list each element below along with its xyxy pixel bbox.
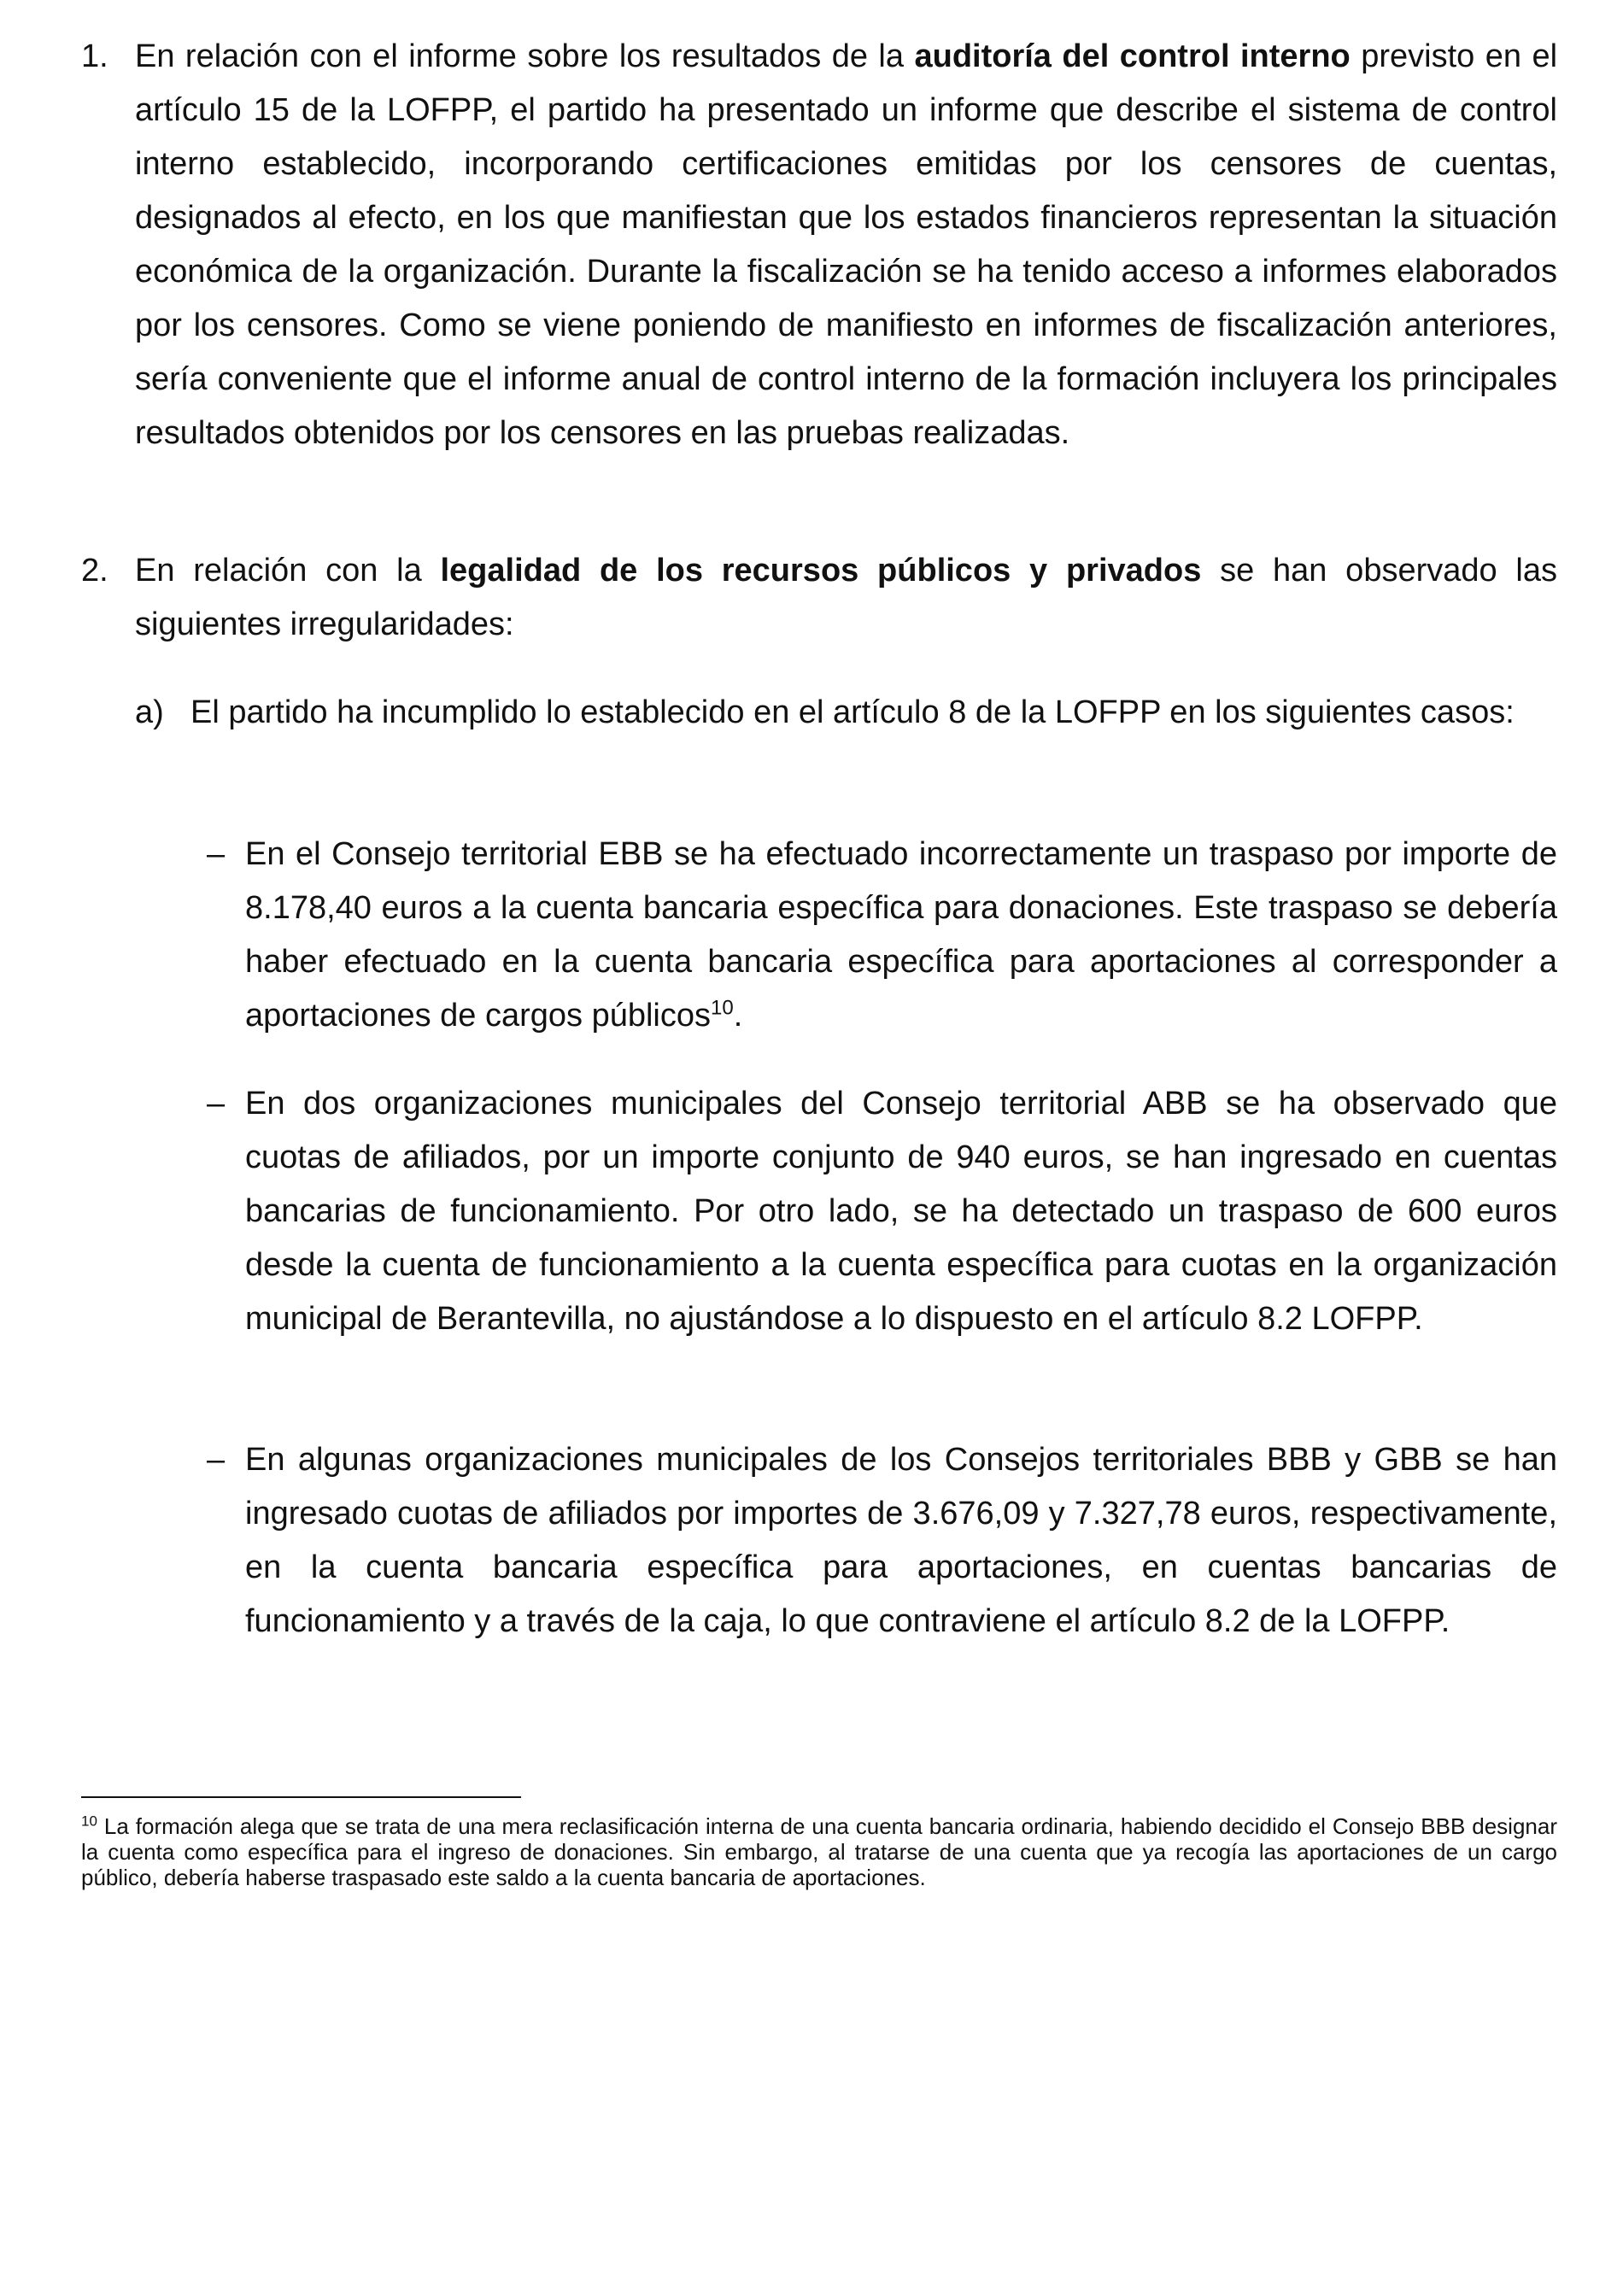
item-2-number: 2. — [81, 553, 108, 589]
item-1-number: 1. — [81, 38, 108, 74]
sub-a-label: a) — [135, 694, 164, 730]
item-1-text-after: previsto en el artículo 15 de la LOFPP, el partido ha presentado un informe que describe el sistema de control interno establecido, incorporando certificaciones emitidas por los censores de cuentas, designados al efecto, en los que manifiestan que los estados financieros representan la situación económica de la organización. Durante la fiscalización se ha tenido acceso a informes elaborados por los censores. Como se viene poniendo de manifiesto en informes de fiscalización anteriores, sería conveniente que el informe anual de control interno de la formación incluyera los principales resultados obtenidos por los censores en las pruebas realizadas. — [135, 38, 1558, 451]
bullet-3-marker: – — [207, 1442, 226, 1478]
bullet-1-paragraph — [245, 828, 1557, 1043]
item-2-text-before: En relación con la — [135, 553, 441, 589]
bullet-3-paragraph: En algunas organizaciones municipales de los Consejos territoriales BBB y GBB se han ingresado cuotas de afiliados por importes de 3.676,09 y 7.327,78 euros, respectivamente, en la cuenta bancaria específica para aportaciones, en cuentas bancarias de funcionamiento y a través de la caja, lo que contraviene el artículo 8.2 de la LOFPP. — [245, 1442, 1557, 1639]
sub-a-paragraph: El partido ha incumplido lo establecido en el artículo 8 de la LOFPP en los siguientes casos: — [190, 694, 1515, 730]
item-1-paragraph — [135, 30, 1557, 460]
bullet-1-marker: – — [207, 836, 226, 872]
bullet-1-text-end: . — [733, 998, 743, 1034]
footnote-separator — [81, 1796, 521, 1798]
footnote-text: La formación alega que se trata de una mera reclasificación interna de una cuenta bancaria ordinaria, habiendo decidido el Consejo BBB designar la cuenta como específica para el ingreso de donaciones. Sin embargo, al tratarse de una cuenta que ya recogía las aportaciones de un cargo público, debería haberse traspasado este saldo a la cuenta bancaria de aportaciones. — [81, 1813, 1557, 1890]
footnote — [81, 1813, 1557, 1890]
item-1-bold-term: auditoría del control interno — [914, 38, 1351, 74]
footnote-reference[interactable]: 10 — [711, 996, 734, 1020]
bullet-2-paragraph: En dos organizaciones municipales del Consejo territorial ABB se ha observado que cuotas de afiliados, por un importe conjunto de 940 euros, se han ingresado en cuentas bancarias de funcionamiento. Por otro lado, se ha detectado un traspaso de 600 euros desde la cuenta de funcionamiento a la cuenta específica para cuotas en la organización municipal de Berantevilla, no ajustándose a lo dispuesto en el artículo 8.2 LOFPP. — [245, 1086, 1557, 1337]
item-2-paragraph — [135, 544, 1557, 652]
bullet-2-marker: – — [207, 1086, 226, 1122]
item-2-bold-term: legalidad de los recursos públicos y privados — [440, 553, 1202, 589]
item-2-text-after: se han observado las siguientes irregularidades: — [135, 553, 1557, 642]
item-1-text-before: En relación con el informe sobre los resultados de la — [135, 38, 915, 74]
bullet-1-text: En el Consejo territorial EBB se ha efectuado incorrectamente un traspaso por importe de 8.178,40 euros a la cuenta bancaria específica para donaciones. Este traspaso se debería haber efectuado en la cuenta bancaria específica para aportaciones al corresponder a aportaciones de cargos públicos — [245, 836, 1557, 1034]
footnote-number: 10 — [81, 1813, 97, 1830]
